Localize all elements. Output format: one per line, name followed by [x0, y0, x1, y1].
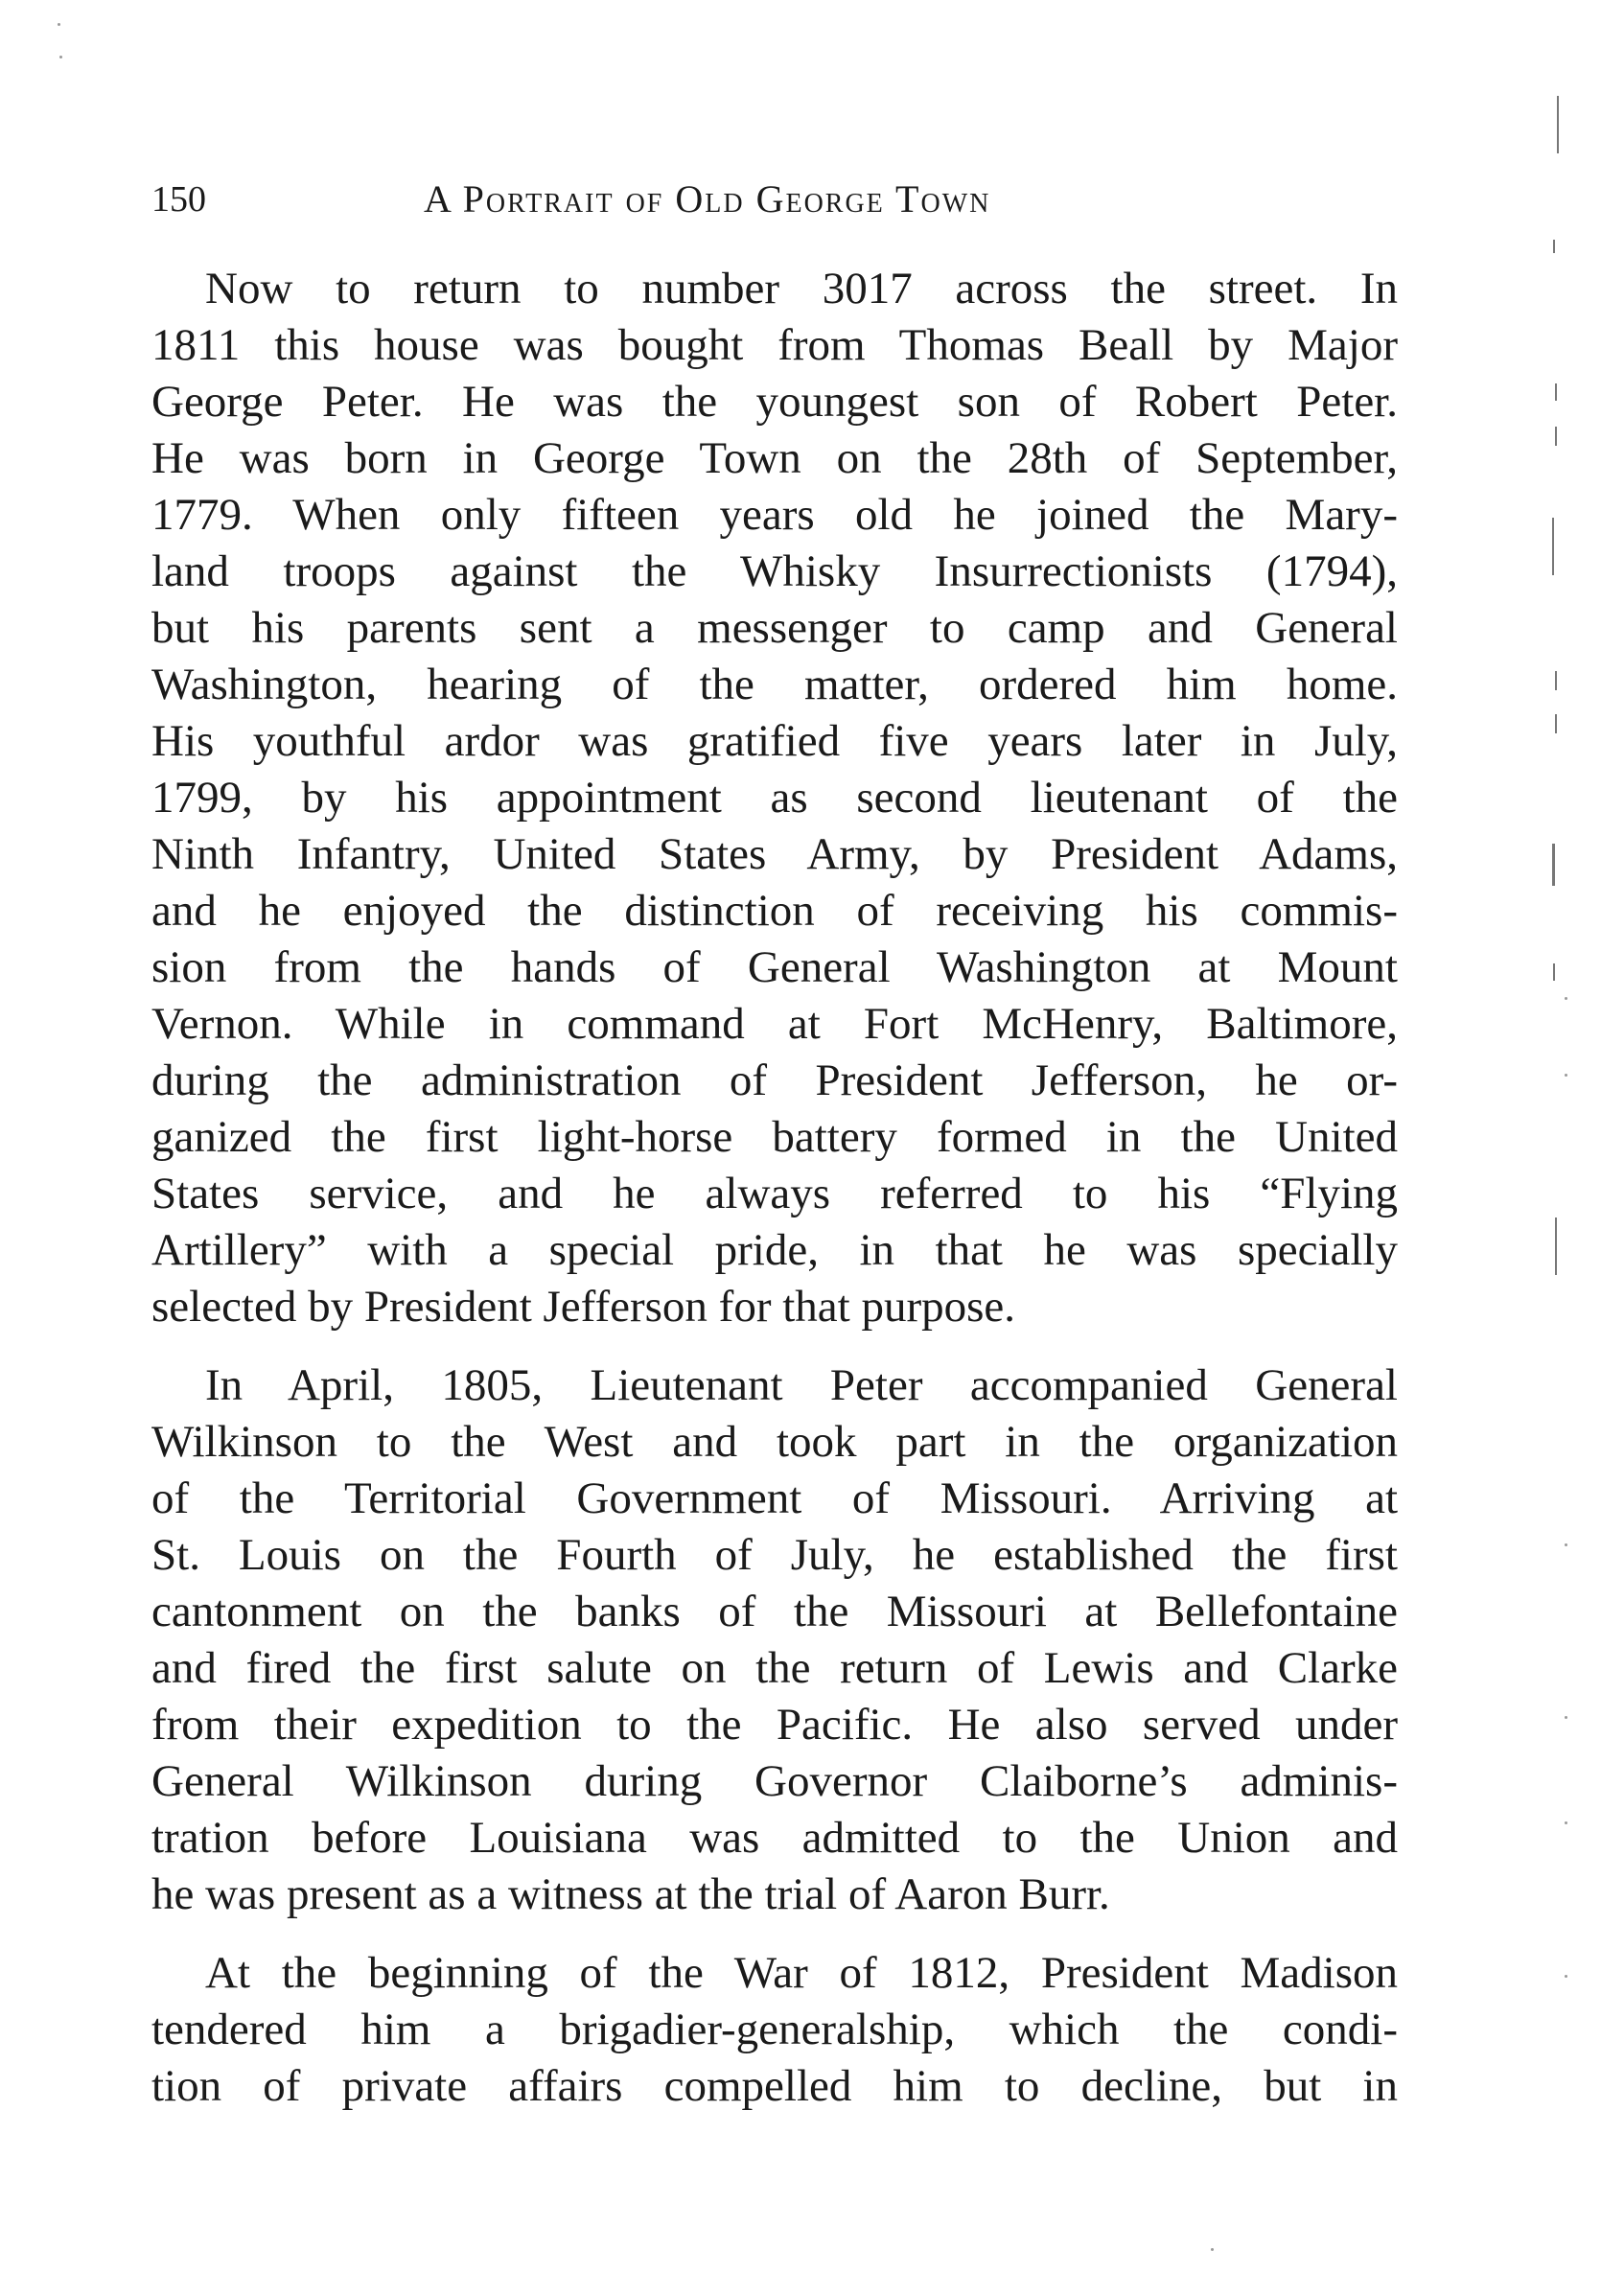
scan-mark: [1552, 844, 1555, 886]
running-title: A Portrait of Old George Town: [424, 177, 991, 220]
text-line: Washington, hearing of the matter, ordered him home.: [151, 660, 1398, 709]
text-line: selected by President Jefferson for that purpose.: [151, 1282, 1016, 1332]
body-text: [151, 261, 1398, 2115]
text-line: Now to return to number 3017 across the street. In: [205, 264, 1398, 313]
text-line: land troops against the Whisky Insurrectionists (1794),: [151, 546, 1398, 596]
scan-dot: [1565, 1074, 1567, 1077]
text-line: and he enjoyed the distinction of receiving his commis-: [151, 886, 1398, 936]
scan-dot: [58, 23, 60, 26]
text-line: he was present as a witness at the trial of Aaron Burr.: [151, 1869, 1110, 1919]
scan-dot: [1565, 1543, 1567, 1546]
scan-dot: [1565, 1716, 1567, 1719]
text-line: 1779. When only fifteen years old he joined the Mary-: [151, 490, 1398, 540]
scan-margin-marks: [1551, 0, 1570, 2296]
text-line: during the administration of President Jefferson, he or-: [151, 1055, 1398, 1105]
scan-dot: [59, 56, 62, 58]
text-line: George Peter. He was the youngest son of Robert Peter.: [151, 377, 1398, 427]
scan-dot: [1565, 1821, 1567, 1824]
text-line: St. Louis on the Fourth of July, he established the first: [151, 1530, 1398, 1580]
scan-dot: [1211, 2248, 1214, 2251]
scan-dot: [1565, 997, 1567, 1000]
text-line: 1811 this house was bought from Thomas Beall by Major: [151, 320, 1398, 370]
text-line: General Wilkinson during Governor Claiborne’s adminis-: [151, 1756, 1398, 1806]
paragraph-gap: [151, 1335, 1398, 1357]
paragraph-1: [151, 261, 1398, 1335]
text-line: States service, and he always referred to his “Flying: [151, 1169, 1398, 1218]
text-line: of the Territorial Government of Missouri. Arriving at: [151, 1473, 1398, 1523]
paragraph-gap: [151, 1923, 1398, 1945]
text-line: In April, 1805, Lieutenant Peter accompanied General: [205, 1360, 1398, 1410]
text-line: He was born in George Town on the 28th of September,: [151, 433, 1398, 483]
text-line: from their expedition to the Pacific. He also served under: [151, 1700, 1398, 1750]
text-line: sion from the hands of General Washington at Mount: [151, 942, 1398, 992]
page-number: 150: [151, 179, 206, 220]
text-line: 1799, by his appointment as second lieutenant of the: [151, 773, 1398, 823]
text-line: tion of private affairs compelled him to decline, but in: [151, 2061, 1398, 2111]
text-line: cantonment on the banks of the Missouri at Bellefontaine: [151, 1587, 1398, 1636]
scan-mark: [1555, 427, 1557, 446]
scan-mark: [1552, 518, 1554, 575]
paragraph-3: [151, 1945, 1398, 2115]
scan-mark: [1557, 96, 1559, 153]
scan-mark: [1553, 963, 1555, 981]
scan-mark: [1555, 1218, 1557, 1275]
text-line: and fired the first salute on the return of Lewis and Clarke: [151, 1643, 1398, 1693]
text-line: ganized the first light-horse battery formed in the United: [151, 1112, 1398, 1162]
scan-dot: [1565, 1975, 1567, 1978]
text-line: Wilkinson to the West and took part in the organization: [151, 1417, 1398, 1467]
scan-mark: [1553, 240, 1555, 253]
scan-mark: [1555, 671, 1557, 690]
scan-mark: [1555, 383, 1557, 401]
text-line: Ninth Infantry, United States Army, by President Adams,: [151, 829, 1398, 879]
paragraph-2: [151, 1357, 1398, 1923]
running-head: [151, 171, 1398, 228]
text-line: but his parents sent a messenger to camp and General: [151, 603, 1398, 653]
text-line: At the beginning of the War of 1812, President Madison: [205, 1948, 1398, 1998]
text-line: His youthful ardor was gratified five years later in July,: [151, 716, 1398, 766]
text-line: tendered him a brigadier-generalship, which the condi-: [151, 2005, 1398, 2054]
text-line: tration before Louisiana was admitted to the Union and: [151, 1813, 1398, 1863]
text-line: Artillery” with a special pride, in that he was specially: [151, 1225, 1398, 1275]
scan-mark: [1555, 714, 1557, 733]
book-page: [151, 171, 1398, 2115]
text-line: Vernon. While in command at Fort McHenry, Baltimore,: [151, 999, 1398, 1049]
